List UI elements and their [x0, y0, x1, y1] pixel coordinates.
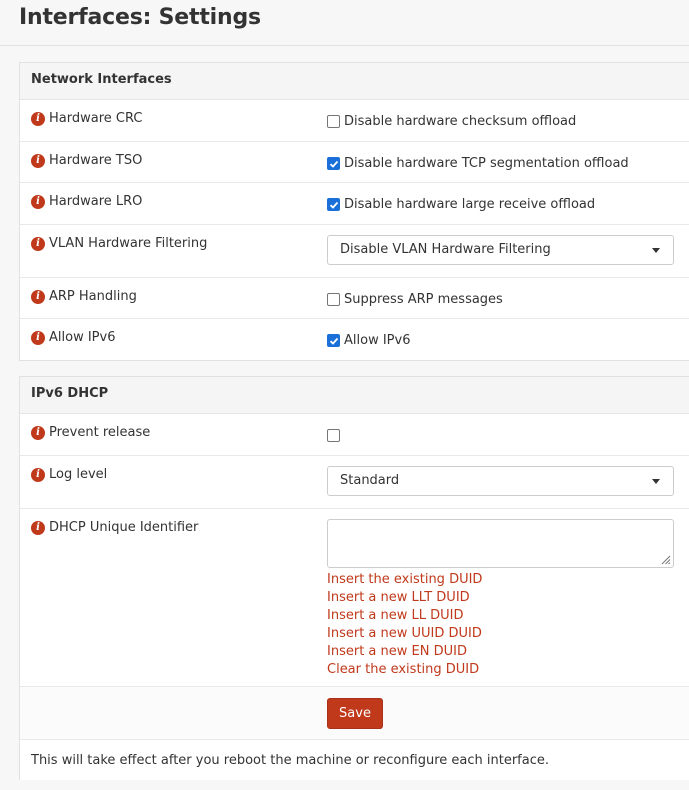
- ipv6-dhcp-panel: [19, 376, 689, 780]
- vlan-filtering-select[interactable]: [327, 235, 674, 265]
- chevron-down-icon: [652, 248, 660, 253]
- row-vlan-filtering: [20, 225, 689, 278]
- prevent-release-control[interactable]: [327, 429, 340, 442]
- insert-ll-duid-link[interactable]: Insert a new LL DUID: [327, 608, 464, 623]
- row-save: [20, 687, 689, 740]
- row-log-level: [20, 456, 689, 509]
- hardware-lro-label: Hardware LRO: [49, 194, 143, 209]
- row-hardware-tso: [20, 142, 689, 183]
- ipv6-dhcp-heading: IPv6 DHCP: [20, 377, 689, 414]
- hardware-tso-checkbox[interactable]: [327, 157, 340, 170]
- arp-handling-option: Suppress ARP messages: [344, 292, 503, 307]
- hardware-crc-checkbox[interactable]: [327, 115, 340, 128]
- reboot-note: This will take effect after you reboot the machine or reconfigure each interface.: [31, 753, 549, 768]
- row-note: [20, 740, 689, 780]
- info-icon[interactable]: i: [31, 521, 45, 535]
- duid-textarea[interactable]: [327, 519, 674, 568]
- info-icon[interactable]: i: [31, 290, 45, 304]
- insert-en-duid-link[interactable]: Insert a new EN DUID: [327, 644, 467, 659]
- hardware-tso-control[interactable]: [327, 156, 629, 171]
- row-prevent-release: [20, 414, 689, 456]
- network-interfaces-panel: [19, 62, 689, 361]
- save-button[interactable]: Save: [327, 698, 383, 729]
- vlan-filtering-label: VLAN Hardware Filtering: [49, 236, 208, 251]
- allow-ipv6-control[interactable]: [327, 333, 410, 348]
- prevent-release-label: Prevent release: [49, 425, 151, 440]
- page-header: [0, 0, 689, 46]
- allow-ipv6-label: Allow IPv6: [49, 330, 116, 345]
- row-allow-ipv6: [20, 319, 689, 360]
- hardware-tso-option: Disable hardware TCP segmentation offload: [344, 156, 629, 171]
- hardware-crc-label: Hardware CRC: [49, 111, 143, 126]
- row-duid: [20, 509, 689, 687]
- hardware-crc-option: Disable hardware checksum offload: [344, 114, 577, 129]
- row-arp-handling: [20, 278, 689, 319]
- hardware-lro-control[interactable]: [327, 197, 595, 212]
- insert-llt-duid-link[interactable]: Insert a new LLT DUID: [327, 590, 470, 605]
- hardware-crc-control[interactable]: [327, 114, 576, 129]
- hardware-lro-checkbox[interactable]: [327, 198, 340, 211]
- info-icon[interactable]: i: [31, 195, 45, 209]
- page-title: Interfaces: Settings: [19, 5, 261, 30]
- log-level-value: Standard: [340, 473, 400, 488]
- arp-handling-label: ARP Handling: [49, 289, 137, 304]
- network-interfaces-heading: Network Interfaces: [20, 63, 689, 100]
- info-icon[interactable]: i: [31, 237, 45, 251]
- clear-duid-link[interactable]: Clear the existing DUID: [327, 662, 480, 677]
- duid-label: DHCP Unique Identifier: [49, 520, 199, 535]
- allow-ipv6-checkbox[interactable]: [327, 334, 340, 347]
- allow-ipv6-option: Allow IPv6: [344, 333, 411, 348]
- info-icon[interactable]: i: [31, 468, 45, 482]
- resize-grip-icon: [661, 555, 671, 565]
- row-hardware-lro: [20, 183, 689, 225]
- info-icon[interactable]: i: [31, 112, 45, 126]
- log-level-label: Log level: [49, 467, 108, 482]
- vlan-filtering-value: Disable VLAN Hardware Filtering: [340, 242, 551, 257]
- hardware-lro-option: Disable hardware large receive offload: [344, 197, 596, 212]
- insert-existing-duid-link[interactable]: Insert the existing DUID: [327, 572, 483, 587]
- info-icon[interactable]: i: [31, 331, 45, 345]
- prevent-release-checkbox[interactable]: [327, 429, 340, 442]
- insert-uuid-duid-link[interactable]: Insert a new UUID DUID: [327, 626, 482, 641]
- hardware-tso-label: Hardware TSO: [49, 153, 143, 168]
- arp-handling-checkbox[interactable]: [327, 293, 340, 306]
- info-icon[interactable]: i: [31, 154, 45, 168]
- log-level-select[interactable]: [327, 466, 674, 496]
- arp-handling-control[interactable]: [327, 292, 503, 307]
- chevron-down-icon: [652, 479, 660, 484]
- info-icon[interactable]: i: [31, 426, 45, 440]
- row-hardware-crc: [20, 100, 689, 142]
- duid-control: [327, 519, 674, 679]
